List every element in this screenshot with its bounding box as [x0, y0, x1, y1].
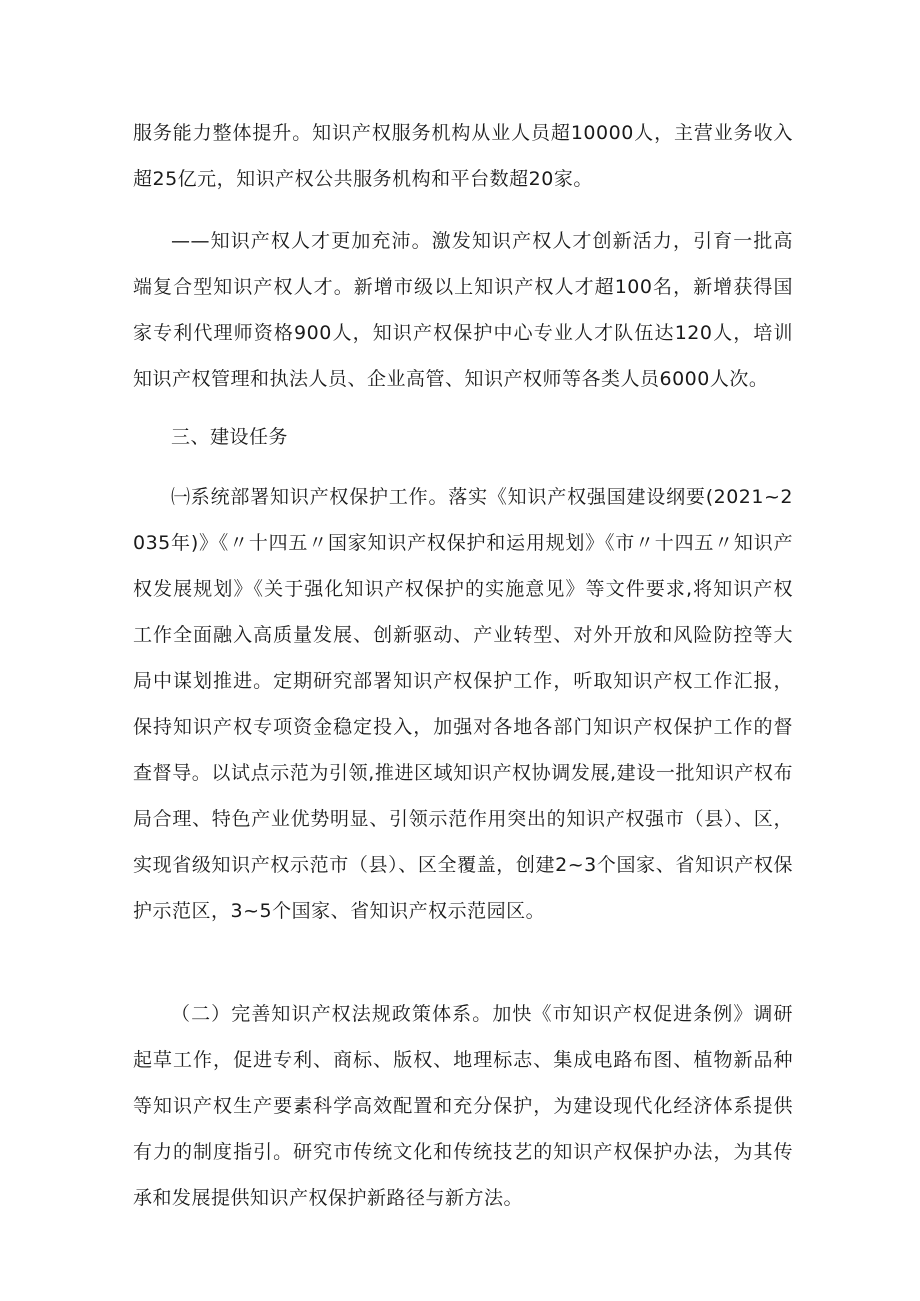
paragraph-service-capability: 服务能力整体提升。知识产权服务机构从业人员超10000人，主营业务收入超25亿元，知识产权公共服务机构和平台数超20家。	[133, 122, 793, 190]
paragraph-talent: ——知识产权人才更加充沛。激发知识产权人才创新活力，引育一批高端复合型知识产权人才。新增市级以上知识产权人才超100名，新增获得国家专利代理师资格900人，知识产权保护中心专业人才队伍达120人，培训知识产权管理和执法人员、企业高管、知识产权师等各类人员6000人次。	[133, 230, 793, 390]
paragraph-task-2: （二）完善知识产权法规政策体系。加快《市知识产权促进条例》调研起草工作，促进专利、商标、版权、地理标志、集成电路布图、植物新品种等知识产权生产要素科学高效配置和充分保护，为建设现代化经济体系提供有力的制度指引。研究市传统文化和传统技艺的知识产权保护办法，为其传承和发展提供知识产权保护新路径与新方法。	[133, 1003, 793, 1209]
section-heading-construction-tasks: 三、建设任务	[171, 426, 289, 448]
paragraph-task-1: ㈠系统部署知识产权保护工作。落实《知识产权强国建设纲要(2021~2035年)》《〃十四五〃国家知识产权保护和运用规划》《市〃十四五〃知识产权发展规划》《关于强化知识产权保护的实施意见》等文件要求,将知识产权工作全面融入高质量发展、创新驱动、产业转型、对外开放和风险防控等大局中谋划推进。定期研究部署知识产权保护工作，听取知识产权工作汇报，保持知识产权专项资金稳定投入，加强对各地各部门知识产权保护工作的督查督导。以试点示范为引领,推进区域知识产权协调发展,建设一批知识产权布局合理、特色产业优势明显、引领示范作用突出的知识产权强市（县）、区，实现省级知识产权示范市（县）、区全覆盖，创建2~3个国家、省知识产权保护示范区，3~5个国家、省知识产权示范园区。	[133, 486, 793, 922]
